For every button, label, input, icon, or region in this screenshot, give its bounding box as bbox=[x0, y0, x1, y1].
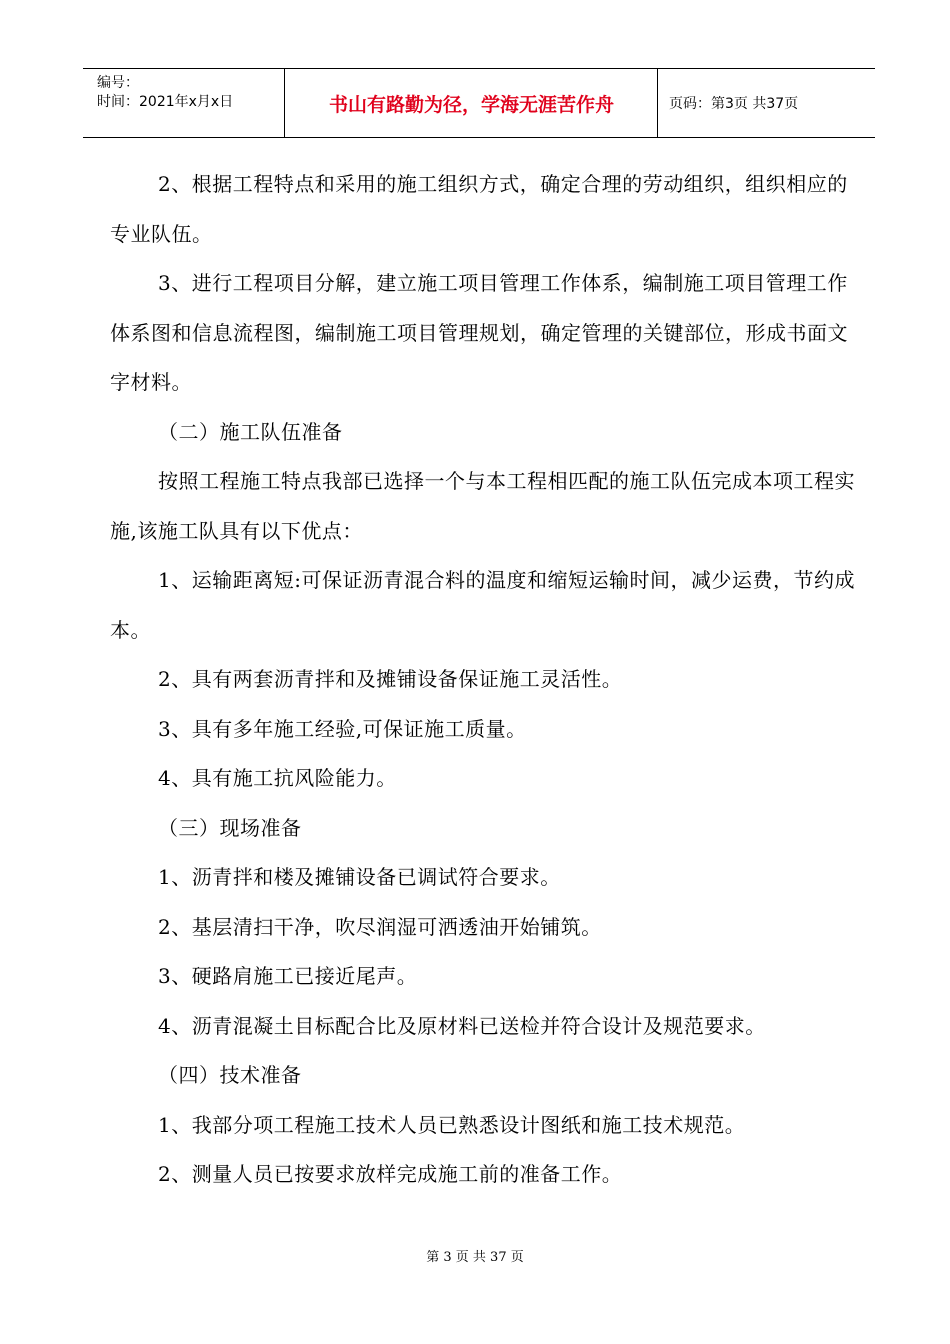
paragraph: 按照工程施工特点我部已选择一个与本工程相匹配的施工队伍完成本项工程实施,该施工队具有以下优点： bbox=[110, 469, 855, 543]
header-meta bbox=[83, 69, 285, 137]
paragraph: 2、根据工程特点和采用的施工组织方式，确定合理的劳动组织，组织相应的专业队伍。 bbox=[110, 172, 848, 246]
list-item: 3、硬路肩施工已接近尾声。 bbox=[158, 964, 418, 988]
page-header bbox=[83, 68, 875, 138]
list-item: 4、具有施工抗风险能力。 bbox=[158, 766, 397, 790]
list-item: 3、具有多年施工经验,可保证施工质量。 bbox=[158, 716, 527, 741]
document-time: 时间：2021年x月x日 bbox=[97, 94, 234, 110]
header-motto: 书山有路勤为径，学海无涯苦作舟 bbox=[286, 69, 658, 137]
section-heading: （三）现场准备 bbox=[158, 815, 302, 840]
document-number-label: 编号： bbox=[97, 75, 139, 91]
list-item: 1、运输距离短:可保证沥青混合料的温度和缩短运输时间，减少运费，节约成本。 bbox=[110, 568, 855, 642]
list-item: 2、基层清扫干净，吹尽润湿可洒透油开始铺筑。 bbox=[158, 914, 602, 939]
list-item: 4、沥青混凝土目标配合比及原材料已送检并符合设计及规范要求。 bbox=[158, 1013, 766, 1038]
list-item: 2、测量人员已按要求放样完成施工前的准备工作。 bbox=[158, 1162, 623, 1186]
list-item: 1、沥青拌和楼及摊铺设备已调试符合要求。 bbox=[158, 865, 561, 889]
header-page-info: 页码：第3页 共37页 bbox=[669, 96, 799, 112]
section-heading: （二）施工队伍准备 bbox=[158, 419, 343, 444]
page-footer: 第 3 页 共 37 页 bbox=[426, 1250, 524, 1265]
list-item: 1、我部分项工程施工技术人员已熟悉设计图纸和施工技术规范。 bbox=[158, 1112, 746, 1137]
paragraph: 3、进行工程项目分解，建立施工项目管理工作体系，编制施工项目管理工作体系图和信息流程图，编制施工项目管理规划，确定管理的关键部位，形成书面文字材料。 bbox=[110, 271, 848, 394]
list-item: 2、具有两套沥青拌和及摊铺设备保证施工灵活性。 bbox=[158, 667, 623, 691]
section-heading: （四）技术准备 bbox=[158, 1063, 302, 1087]
document-body bbox=[110, 160, 855, 1200]
